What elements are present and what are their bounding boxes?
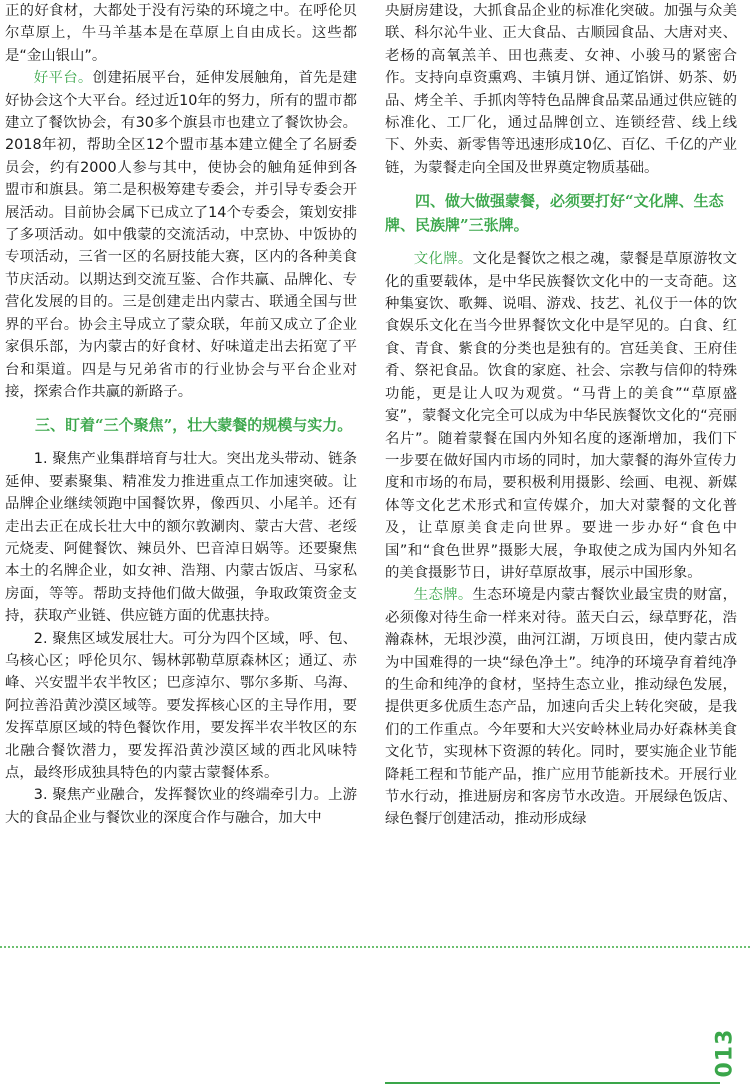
paragraph-continued: 央厨房建设，大抓食品企业的标准化突破。加强与众美联、科尔沁牛业、正大食品、古顺园食品、大唐对夹、老杨的高氧羔羊、田也燕麦、女神、小骏马的紧密合作。支持向卓资熏鸡、丰镇月饼、通辽馅饼、奶茶、奶品、烤全羊、手抓肉等特色品牌食品菜品通过供应链的标准化、工厂化，通过品牌创立、连锁经营、线上线下、外卖、新零售等迅速形成10亿、百亿、千亿的产业链，为蒙餐走向全国及世界奠定物质基础。 — [385, 3, 737, 176]
keyword-ecology: 生态牌。 — [413, 587, 473, 604]
left-column — [5, 0, 357, 905]
paragraph-intro: 正的好食材，大都处于没有污染的环境之中。在呼伦贝尔草原上，牛马羊基本是在草原上自由成长。这些都是“金山银山”。 — [5, 3, 357, 64]
paragraph-focus-3: 3. 聚焦产业融合，发挥餐饮业的终端牵引力。上游大的食品企业与餐饮业的深度合作与融合，加大中 — [5, 787, 357, 826]
footer-line — [385, 1082, 720, 1084]
paragraph-culture-text: 文化是餐饮之根之魂，蒙餐是草原游牧文化的重要载体，是中华民族餐饮文化中的一支奇葩。这种集宴饮、歌舞、说唱、游戏、技艺、礼仪于一体的饮食娱乐文化在当今世界餐饮文化中是罕见的。白食、红食、青食、紫食的分类也是独有的。宫廷美食、王府佳肴、祭祀食品。饮食的家庭、社会、宗教与信仰的特殊功能，更是让人叹为观赏。“马背上的美食”“草原盛宴”，蒙餐文化完全可以成为中华民族餐饮文化的“亮丽名片”。随着蒙餐在国内外知名度的逐渐增加，我们下一步要在做好国内市场的同时，加大蒙餐的海外宣传力度和市场的布局，要积极利用摄影、绘画、电视、新媒体等文化艺术形式和宣传媒介，加大对蒙餐的文化普及，让草原美食走向世界。要进一步办好“食色中国”和“食色世界”摄影大展，争取使之成为国内外知名的美食摄影节日，讲好草原故事，展示中国形象。 — [385, 251, 737, 581]
section-heading-4: 四、做大做强蒙餐，必须要打好“文化牌、生态牌、民族牌”三张牌。 — [385, 192, 724, 235]
keyword-culture: 文化牌。 — [413, 251, 473, 268]
section-heading-3: 三、盯着“三个聚焦”，壮大蒙餐的规模与实力。 — [35, 416, 353, 435]
paragraph-ecology-text: 生态环境是内蒙古餐饮业最宝贵的财富，必须像对待生命一样来对待。蓝天白云，绿草野花，浩瀚森林，无垠沙漠，曲河江湖，万顷良田，使内蒙古成为中国难得的一块“绿色净土”。纯净的环境孕育着纯净的生命和纯净的食材，坚持生态立业，推动绿色发展，提供更多优质生态产品，加速向舌尖上转化突破，是我们的工作重点。今年要和大兴安岭林业局办好森林美食文化节，实现林下资源的转化。同时，要实施企业节能降耗工程和节能产品，推广应用节能新技术。开展行业节水行动，推进厨房和客房节水改造。开展绿色饭店、绿色餐厅创建活动，推动形成绿 — [385, 587, 737, 828]
dotted-divider — [0, 946, 750, 948]
page-number: 013 — [712, 1028, 738, 1078]
keyword-platform: 好平台。 — [33, 70, 93, 87]
paragraph-platform-text: 创建拓展平台，延伸发展触角，首先是建好协会这个大平台。经过近10年的努力，所有的盟市都建立了餐饮协会，有30多个旗县市也建立了餐饮协会。2018年初，帮助全区12个盟市基本建立健全了名厨委员会，约有2000人参与其中，使协会的触角延伸到各盟市和旗县。第二是积极筹建专委会，并引导专委会开展活动。目前协会属下已成立了14个专委会，策划安排了多项活动。如中俄蒙的交流活动，中烹协、中饭协的专项活动，三省一区的名厨技能大赛，区内的各种美食节庆活动。以期达到交流互鉴、合作共赢、品牌化、专营化发展的目的。三是创建走出内蒙古、联通全国与世界的平台。协会主导成立了蒙众联，年前又成立了企业家俱乐部，为内蒙古的好食材、好味道走出去拓宽了平台和渠道。四是与兄弟省市的行业协会与平台企业对接，探索合作共赢的新路子。 — [5, 70, 357, 400]
paragraph-focus-1: 1. 聚焦产业集群培育与壮大。突出龙头带动、链条延伸、要素聚集、精准发力推进重点工作加速突破。让品牌企业继续领跑中国餐饮界，像西贝、小尾羊。还有走出去正在成长壮大中的额尔敦涮肉、蒙古大营、老绥元烧麦、阿健餐饮、辣员外、巴音淖日娲等。还要聚焦本土的名牌企业，如女神、浩翔、内蒙古饭店、马家私房面，等等。帮助支持他们做大做强，争取政策资金支持，获取产业链、供应链方面的优惠扶持。 — [5, 451, 357, 625]
paragraph-focus-2: 2. 聚焦区域发展壮大。可分为四个区域，呼、包、乌核心区；呼伦贝尔、锡林郭勒草原森林区；通辽、赤峰、兴安盟半农半牧区；巴彦淖尔、鄂尔多斯、乌海、阿拉善沿黄沙漠区域等。要发挥核心区的主导作用，要发挥草原区域的特色餐饮作用，要发挥半农半牧区的东北融合餐饮潜力，要发挥沿黄沙漠区域的西北风味特点，最终形成独具特色的内蒙古蒙餐体系。 — [5, 630, 357, 781]
paragraph-culture — [385, 248, 737, 584]
paragraph-ecology — [385, 584, 737, 830]
paragraph-platform — [5, 67, 357, 403]
right-column — [385, 0, 737, 905]
